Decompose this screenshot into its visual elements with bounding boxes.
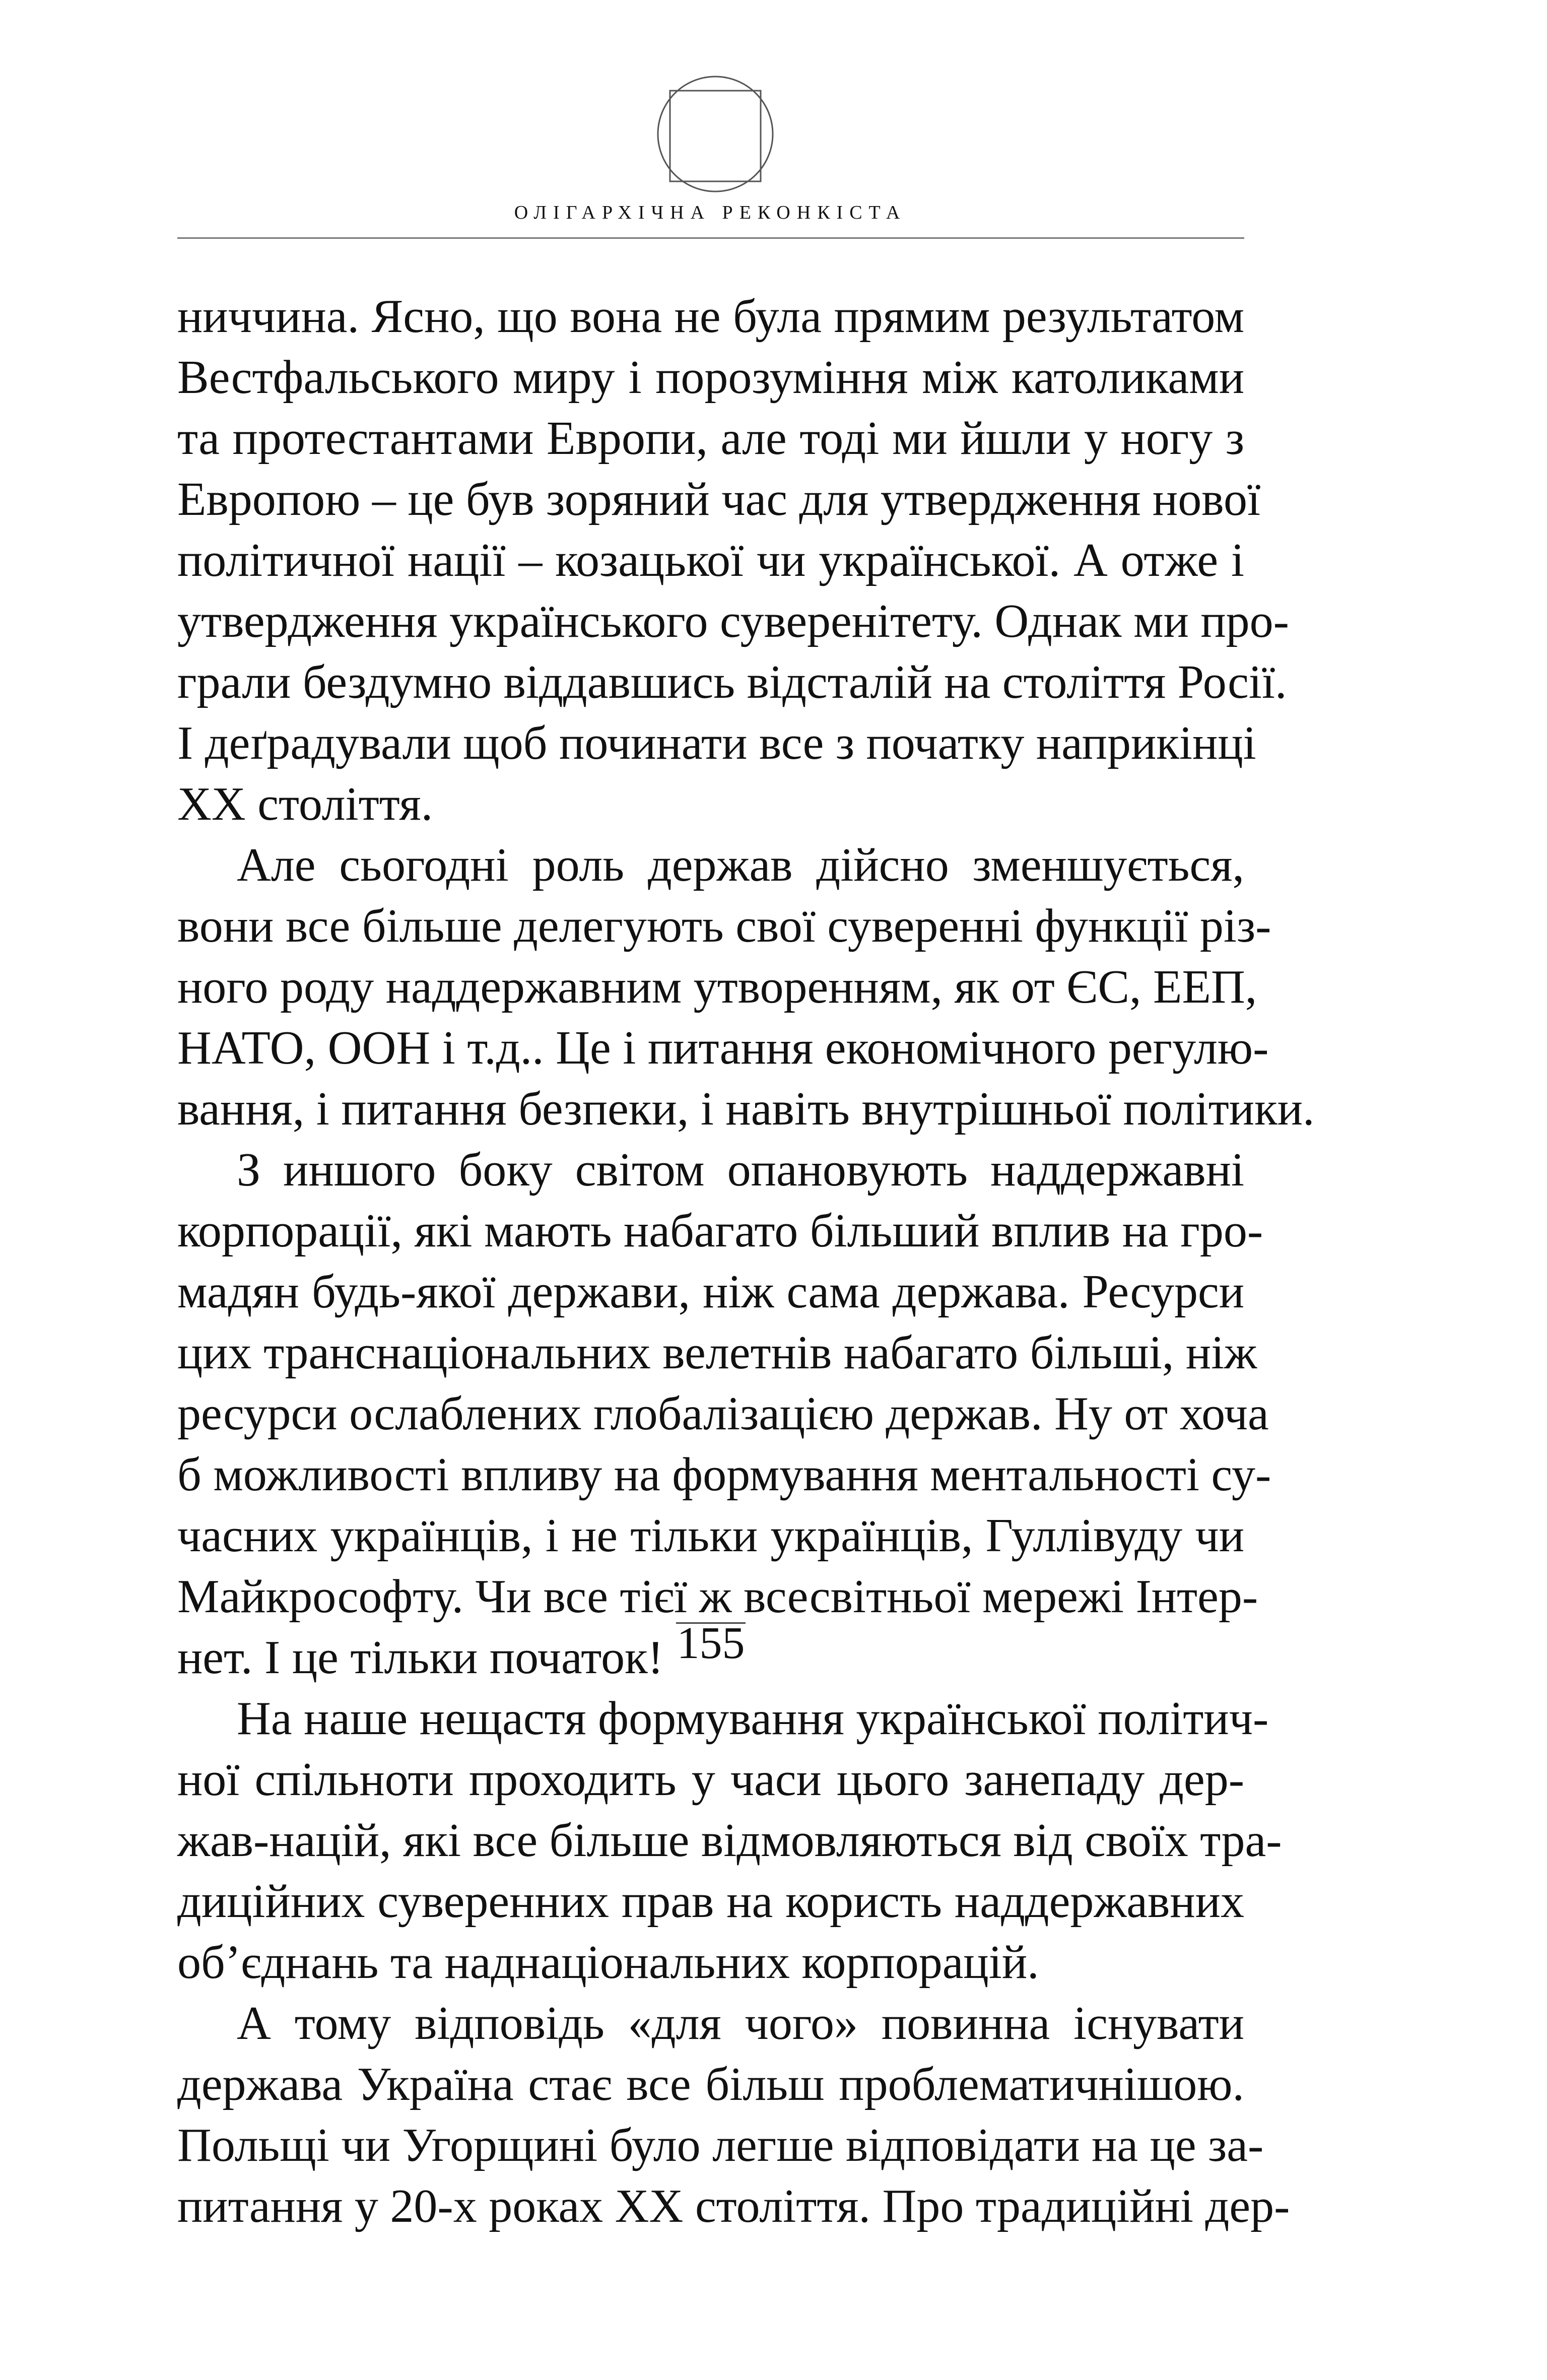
text-line: часних українців, і не тільки українців, Гуллівуду чи — [177, 1509, 1244, 1562]
text-line: грали бездумно віддавшись відсталій на століття Росії. — [177, 656, 1287, 708]
text-line: ресурси ослаблених глобалізацією держав. Ну от хоча — [177, 1387, 1269, 1440]
text-line: б можливості впливу на формування ментальності су- — [177, 1448, 1271, 1501]
header-rule — [177, 237, 1244, 239]
text-line: утвердження українського суверенітету. Однак ми про- — [177, 595, 1289, 647]
text-line: ного роду наддержавним утворенням, як от ЄС, ЕЕП, — [177, 961, 1257, 1013]
text-line: вони все більше делегують свої суверенні функції різ- — [177, 900, 1271, 952]
text-line: З иншого боку світом опановують наддержавні — [237, 1144, 1244, 1196]
text-line: вання, і питання безпеки, і навіть внутрішньої політики. — [177, 1083, 1315, 1135]
text-line: ХХ століття. — [177, 778, 433, 830]
circle-square-emblem-icon — [650, 71, 781, 202]
text-line: НАТО, ООН і т.д.. Це і питання економічного регулю- — [177, 1022, 1269, 1074]
text-line: Майкрософту. Чи все тієї ж всесвітньої мережі Інтер- — [177, 1570, 1258, 1623]
text-line: ної спільноти проходить у часи цього занепаду дер- — [177, 1753, 1244, 1806]
body-text — [177, 286, 1315, 2237]
text-line: Вестфальського миру і порозуміння між католиками — [177, 351, 1244, 404]
running-title: ОЛІГАРХІЧНА РЕКОНКІСТА — [514, 202, 907, 223]
text-line: Польщі чи Угорщині було легше відповідати на це за- — [177, 2119, 1264, 2171]
text-line: Але сьогодні роль держав дійсно зменшується, — [237, 839, 1244, 891]
text-line: об’єднань та наднаціональних корпорацій. — [177, 1936, 1039, 1989]
text-line: питання у 20-х роках ХХ століття. Про традиційні дер- — [177, 2180, 1290, 2232]
text-line: корпорації, які мають набагато більший вплив на гро- — [177, 1205, 1263, 1257]
text-line: І деґрадували щоб починати все з початку наприкінці — [177, 717, 1256, 769]
page-number: 155 — [677, 1618, 745, 1668]
text-line: нет. І це тільки початок! — [177, 1631, 664, 1684]
text-line: На наше нещастя формування української політич- — [237, 1692, 1269, 1745]
text-line: держава Україна стає все більш проблематичнішою. — [177, 2058, 1244, 2110]
text-line: Европою – це був зоряний час для утвердження нової — [177, 473, 1261, 525]
text-line: та протестантами Европи, але тоді ми йшли у ногу з — [177, 412, 1244, 465]
text-line: диційних суверенних прав на користь наддержавних — [177, 1875, 1244, 1928]
text-line: цих транснаціональних велетнів набагато більші, ніж — [177, 1327, 1257, 1379]
text-line: політичної нації – козацької чи української. А отже і — [177, 534, 1244, 586]
text-line: А тому відповідь «для чого» повинна існувати — [237, 1997, 1244, 2050]
text-line: жав-націй, які все більше відмовляються від своїх тра- — [177, 1814, 1282, 1867]
text-line: ниччина. Ясно, що вона не була прямим результатом — [177, 290, 1244, 343]
text-line: мадян будь-якої держави, ніж сама держава. Ресурси — [177, 1266, 1244, 1318]
